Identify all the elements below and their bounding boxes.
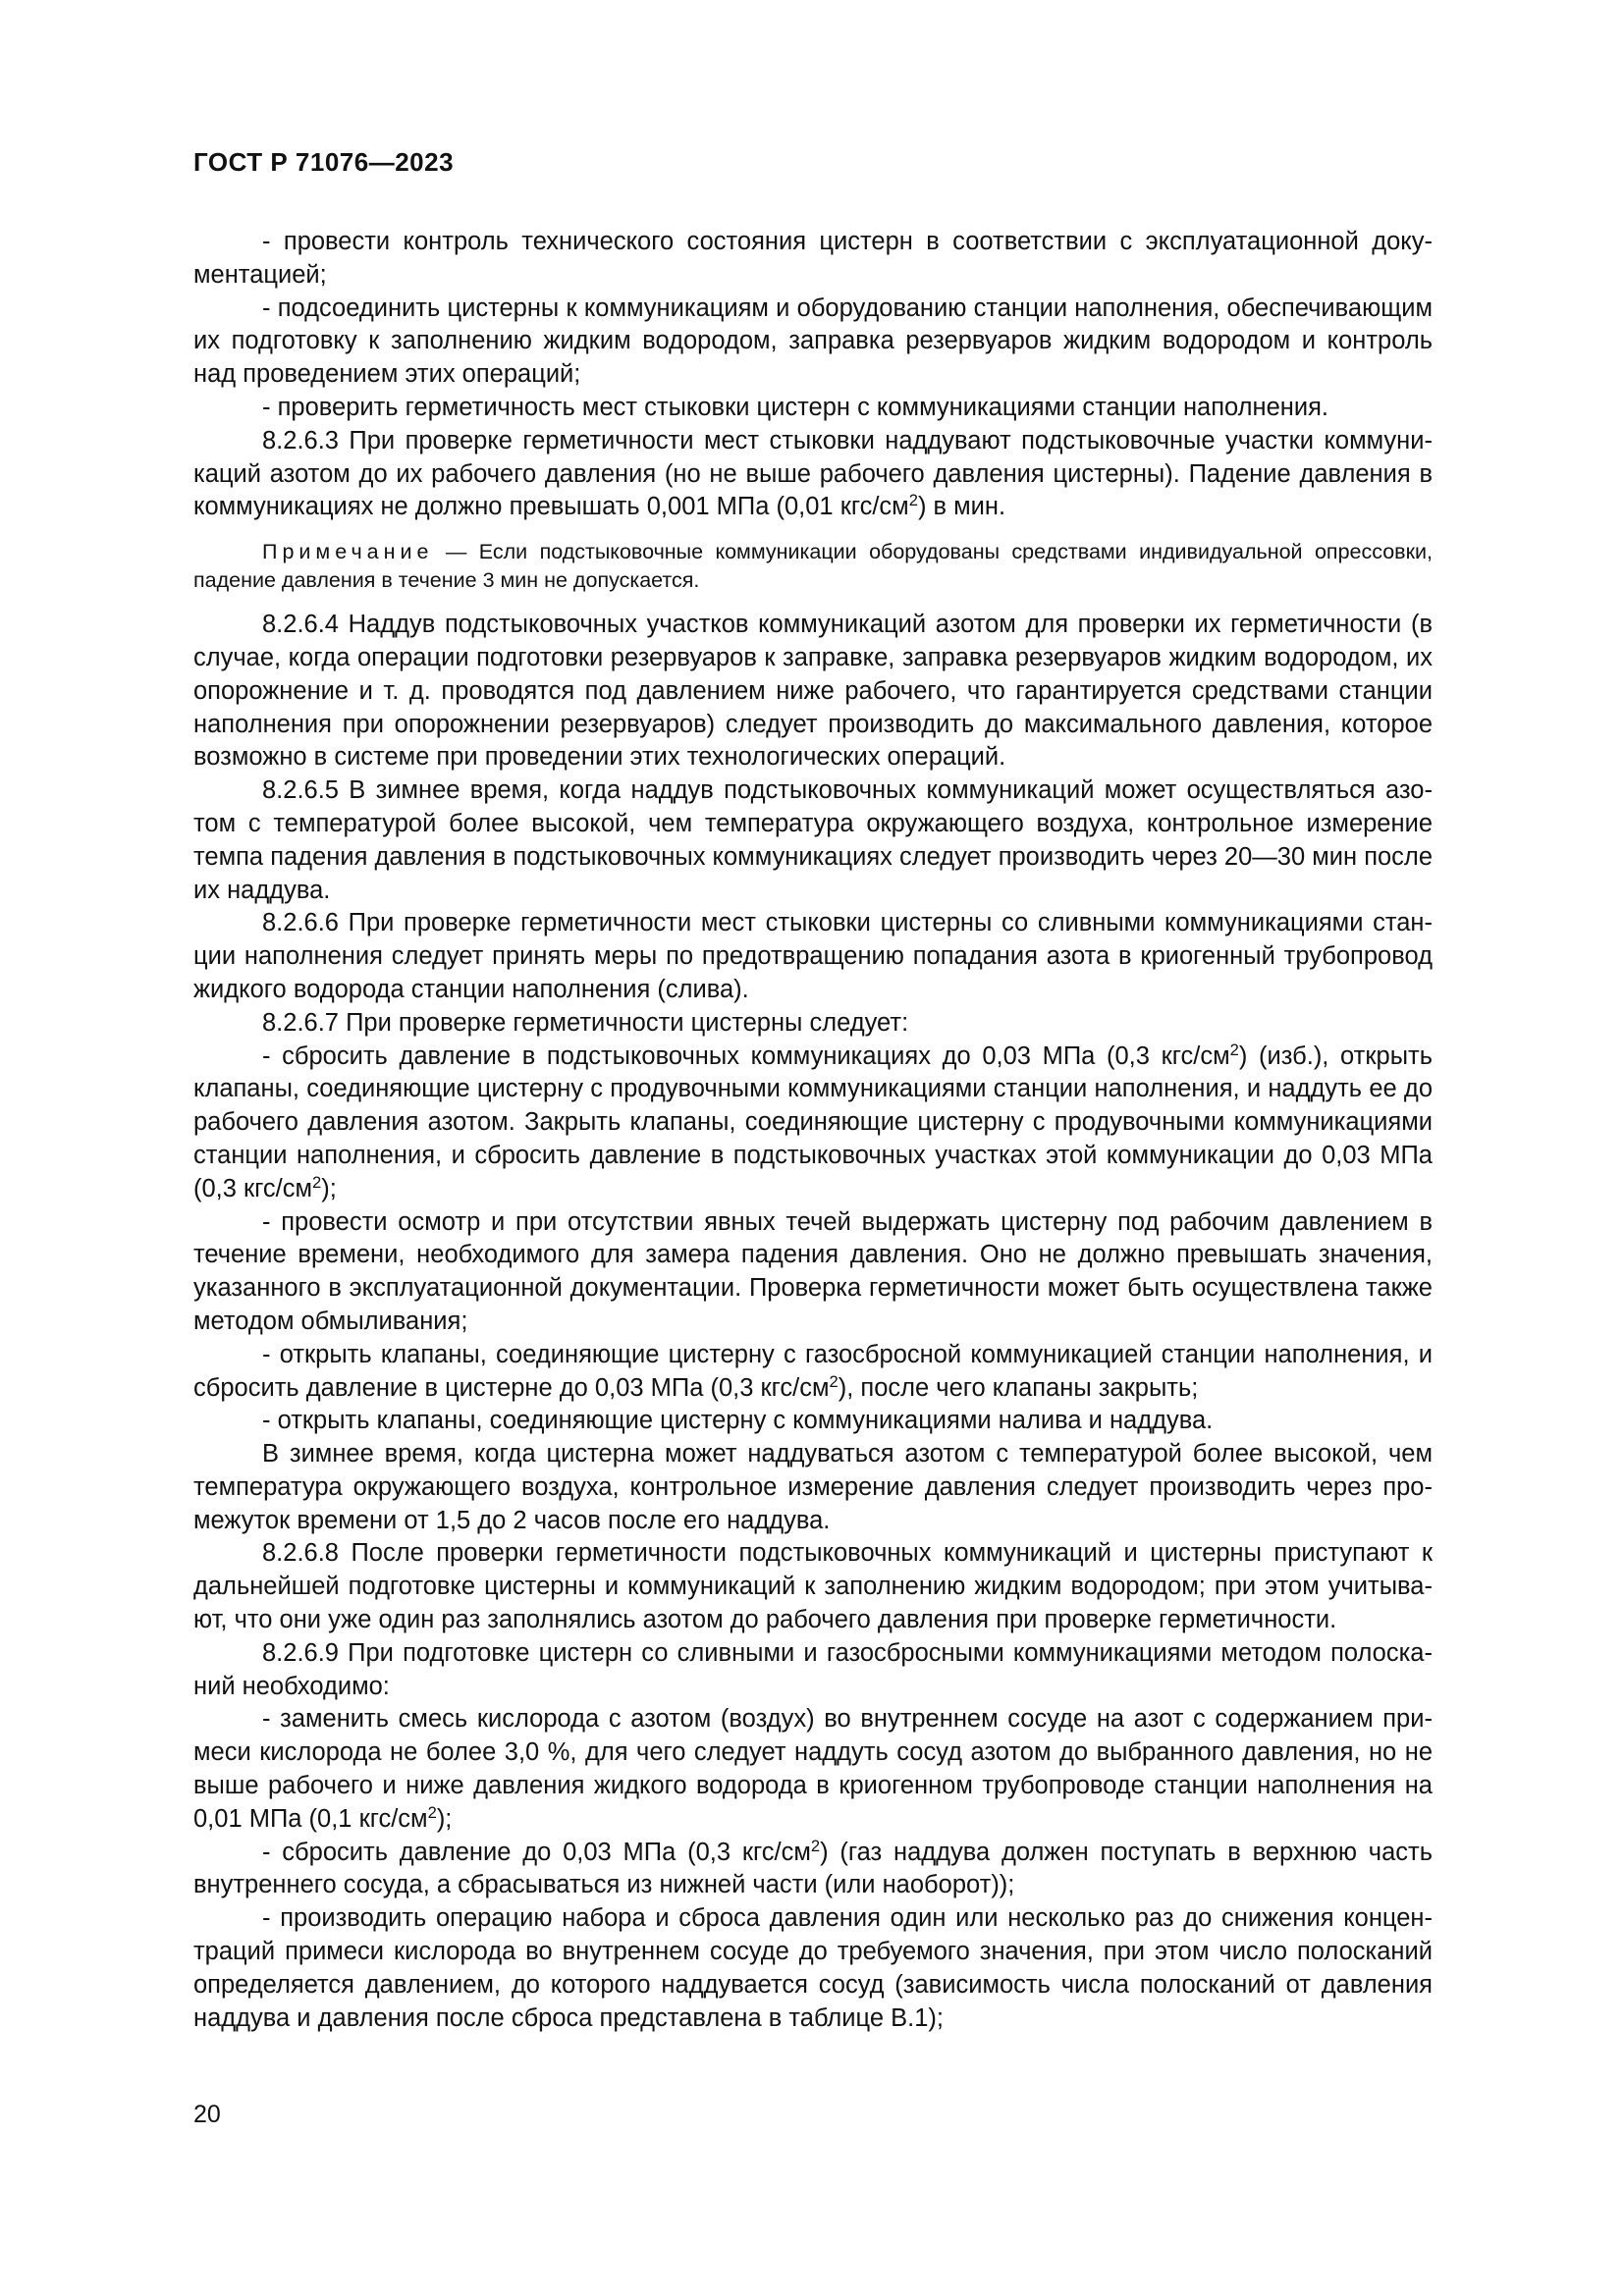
paragraph-text: ); [321,1174,337,1202]
note [193,538,1433,595]
document-header: ГОСТ Р 71076—2023 [193,147,455,177]
paragraph [193,1041,1433,1206]
page-number: 20 [193,2101,221,2128]
paragraph: 8.2.6.8 После проверки герметичности подстыковочных коммуникаций и цистерны приступают к дальнейшей подготовке цистерны и коммуникаций к заполнению жидким водородом; при этом учитывают, что они уже один раз заполнялись азотом до рабочего давления при проверке герметичности. [193,1539,1433,1634]
note-label: Примечание [262,540,434,564]
paragraph-text: - сбросить давление в подстыковочных коммуникациях до 0,03 МПа (0,3 кгс/см [262,1041,1230,1070]
paragraph-text: 8.2.6.3 При проверке герметичности мест стыковки наддувают подстыковочные участки коммуникаций азотом до их рабочего давления (но не выше рабочего давления цистерны). Падение давления в коммуникациях не должно превышать 0,001 МПа (0,01 кгс/см [193,426,1433,521]
paragraph-text: - сбросить давление до 0,03 МПа (0,3 кгс/см [262,1838,811,1866]
paragraph: - провести контроль технического состояния цистерн в соответствии с эксплуатационной документацией; [193,228,1433,289]
document-body [193,226,1433,2035]
paragraph-text: ) (изб.), открыть клапаны, соединяющие цистерну с продувочными коммуникациями станции наполнения, и наддуть ее до рабочего давления азотом. Закрыть клапаны, соединяющие цистерну с продувочными коммуникациями станции наполнения, и сбросить давление в подстыковочных участках этой коммуникации до 0,03 МПа (0,3 кгс/см [193,1041,1433,1202]
superscript: 2 [1229,1040,1239,1059]
paragraph: 8.2.6.6 При проверке герметичности мест стыковки цистерны со сливными коммуникациями станции наполнения следует принять меры по предотвращению попадания азота в криогенный трубопровод жидкого водорода станции наполнения (слива). [193,909,1433,1003]
paragraph-text: - заменить смесь кислорода с азотом (воздух) во внутреннем сосуде на азот с содержанием примеси кислорода не более 3,0 %, для чего следует наддуть сосуд азотом до выбранного давления, но не выше рабочего и ниже давления жидкого водорода в криогенном трубопроводе станции наполнения на 0,01 МПа (0,1 кгс/см [193,1705,1433,1833]
paragraph-text: ) (газ наддува должен поступать в верхнюю часть внутреннего сосуда, а сбрасываться из нижней части (или наоборот)); [193,1838,1433,1899]
paragraph: 8.2.6.4 Наддув подстыковочных участков коммуникаций азотом для проверки их герметичности (в случае, когда операции подготовки резервуаров к заправке, заправка резервуаров жидким водородом, их опорожнение и т. д. проводятся под давлением ниже рабочего, что гарантируется средствами станции наполнения при опорожнении резервуаров) следует производить до максимального давления, которое возможно в системе при проведении этих технологических операций. [193,611,1433,772]
paragraph-text: - открыть клапаны, соединяющие цистерну с газосбросной коммуникацией станции наполнения, и сбросить давление в цистерне до 0,03 МПа (0,3 кгс/см [193,1340,1433,1402]
paragraph [193,1703,1433,1836]
superscript: 2 [312,1172,322,1192]
paragraph [193,1837,1433,1903]
paragraph-text: ); [436,1804,453,1833]
superscript: 2 [829,1371,839,1391]
paragraph: - провести осмотр и при отсутствии явных течей выдержать цистерну под рабочим давлением в течение времени, необходимого для замера падения давления. Оно не должно превышать значения, указанного в эксплуатационной документации. Проверка герметичности может быть осуществлена также методом обмыливания; [193,1207,1433,1335]
paragraph: - производить операцию набора и сброса давления один или несколько раз до снижения концентраций примеси кислорода во внутреннем сосуде до требуемого значения, при этом число полосканий определяется давлением, до которого наддувается сосуд (зависимость числа полосканий от давления наддува и давления после сброса представлена в таблице В.1); [193,1904,1433,2032]
paragraph: - подсоединить цистерны к коммуникациям и оборудованию станции наполнения, обеспечивающим их подготовку к заполнению жидким водородом, заправка резервуаров жидким водородом и контроль над проведением этих операций; [193,294,1433,389]
superscript: 2 [908,491,918,510]
paragraph [193,425,1433,524]
paragraph: - открыть клапаны, соединяющие цистерну с коммуникациями налива и наддува. [262,1407,1214,1435]
paragraph: В зимнее время, когда цистерна может наддуваться азотом с температурой более высокой, чем температура окружающего воздуха, контрольное измерение давления следует производить через промежуток времени от 1,5 до 2 часов после его наддува. [193,1440,1433,1534]
paragraph: 8.2.6.7 При проверке герметичности цистерны следует: [262,1008,909,1037]
paragraph-text: ) в мин. [917,493,1006,521]
paragraph: - проверить герметичность мест стыковки цистерн с коммуникациями станции наполнения. [262,393,1329,421]
superscript: 2 [810,1836,821,1855]
paragraph [193,1339,1433,1406]
note-text: — Если подстыковочные коммуникации оборудованы средствами индивидуальной опрессовки, падение давления в течение 3 мин не допускается. [193,540,1433,593]
paragraph: 8.2.6.9 При подготовке цистерн со сливными и газосбросными коммуникациями методом полосканий необходимо: [193,1638,1433,1700]
paragraph-text: ), после чего клапаны закрыть; [838,1373,1199,1402]
paragraph: 8.2.6.5 В зимнее время, когда наддув подстыковочных коммуникаций может осуществляться азотом с температурой более высокой, чем температура окружающего воздуха, контрольное измерение темпа падения давления в подстыковочных коммуникациях следует производить через 20—30 мин после их наддува. [193,776,1433,904]
superscript: 2 [427,1802,437,1822]
